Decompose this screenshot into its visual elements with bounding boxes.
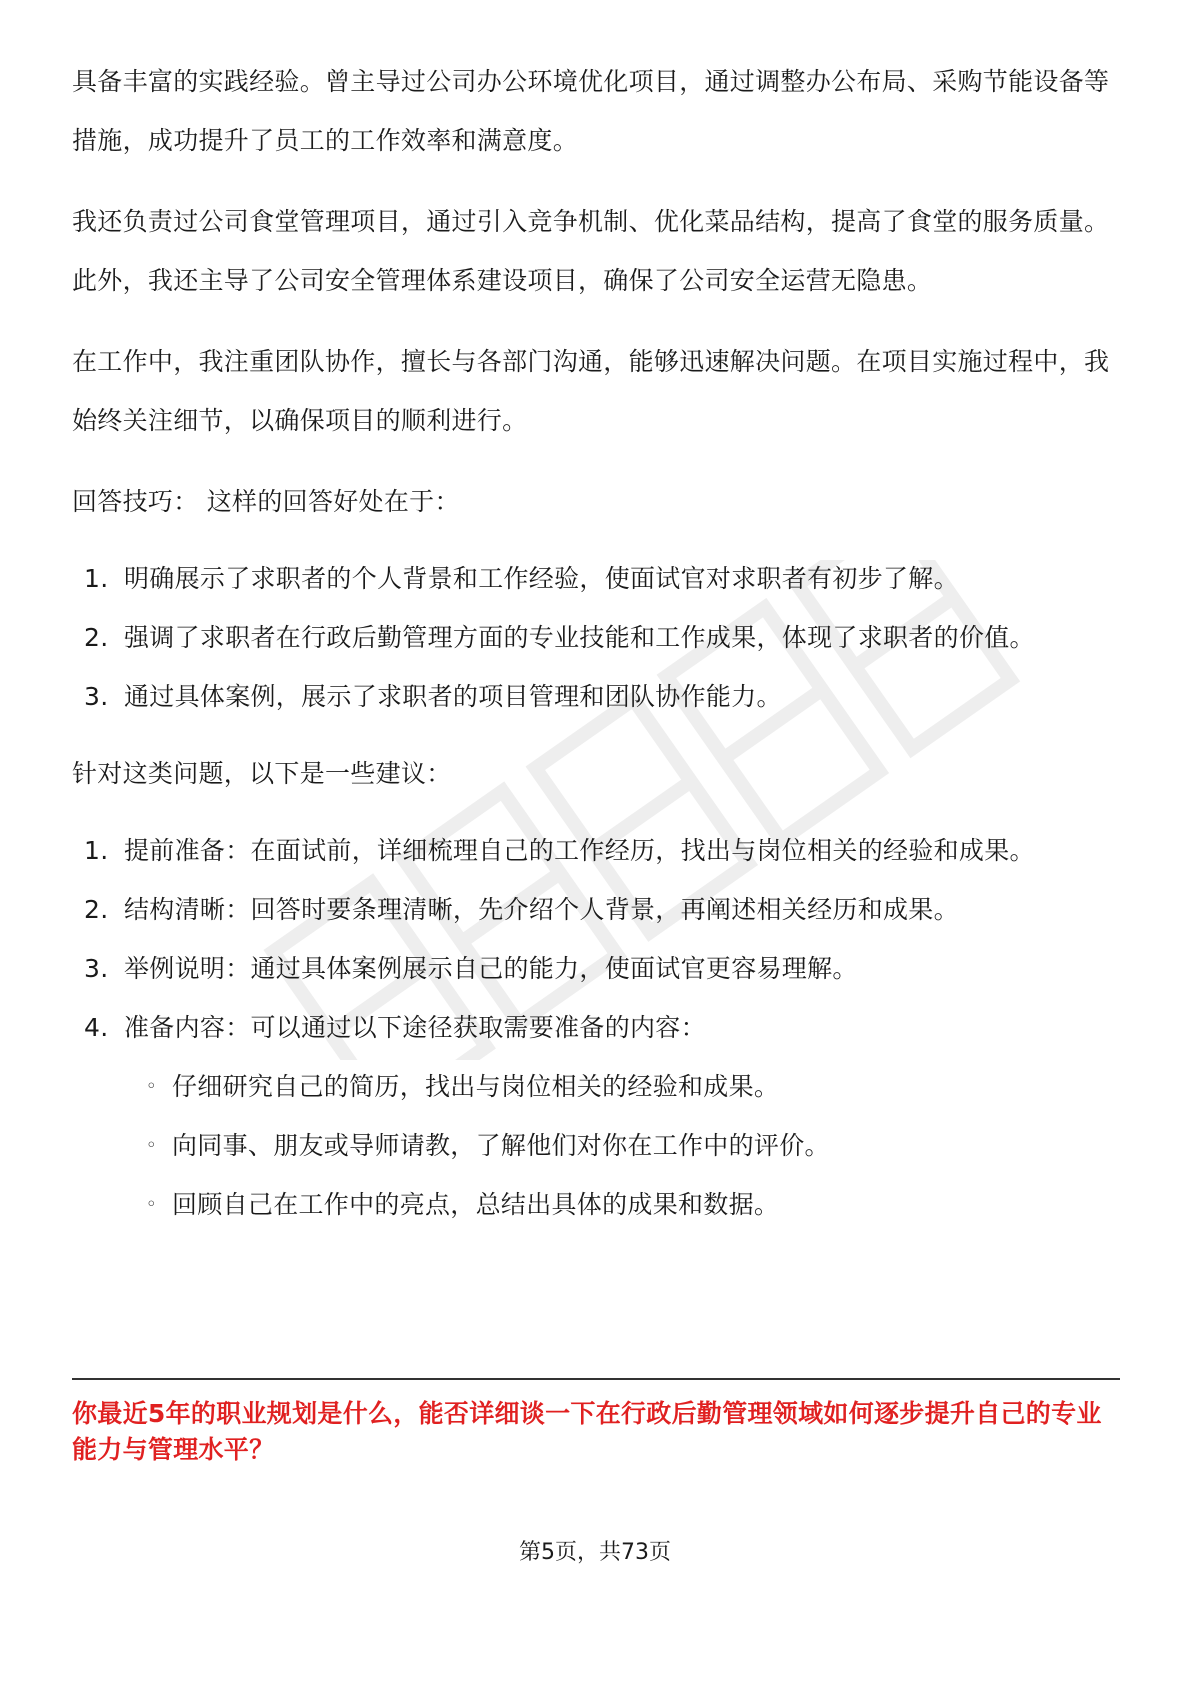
list-item-text: 明确展示了求职者的个人背景和工作经验，使面试官对求职者有初步了解。 (124, 564, 959, 593)
list-item (72, 667, 1120, 726)
advice-list (72, 821, 1120, 1234)
paragraph-experience: 具备丰富的实践经验。曾主导过公司办公环境优化项目，通过调整办公布局、采购节能设备等措施，成功提升了员工的工作效率和满意度。 (72, 67, 1110, 155)
sub-list-item (124, 1057, 1120, 1116)
paragraph-canteen-project: 我还负责过公司食堂管理项目，通过引入竞争机制、优化菜品结构，提高了食堂的服务质量。此外，我还主导了公司安全管理体系建设项目，确保了公司安全运营无隐患。 (72, 207, 1110, 295)
list-number: 4. (84, 1013, 109, 1042)
list-number: 2. (84, 623, 109, 652)
bullet-icon: ◦ (146, 1076, 157, 1097)
list-item-text: 举例说明：通过具体案例展示自己的能力，使面试官更容易理解。 (124, 954, 858, 983)
advice-intro: 针对这类问题，以下是一些建议： (72, 759, 452, 788)
list-item-text: 准备内容：可以通过以下途径获取需要准备的内容： (124, 1013, 706, 1042)
section-divider (72, 1378, 1120, 1380)
main-content (72, 52, 1120, 1252)
list-item-text: 提前准备：在面试前，详细梳理自己的工作经历，找出与岗位相关的经验和成果。 (124, 836, 1035, 865)
sub-list-item-text: 向同事、朋友或导师请教，了解他们对你在工作中的评价。 (172, 1131, 830, 1160)
sub-list-item (124, 1175, 1120, 1234)
list-item (72, 998, 1120, 1234)
list-number: 3. (84, 682, 109, 711)
list-item (72, 821, 1120, 880)
list-item (72, 608, 1120, 667)
list-number: 3. (84, 954, 109, 983)
sub-list (124, 1057, 1120, 1234)
sub-list-item-text: 回顾自己在工作中的亮点，总结出具体的成果和数据。 (172, 1190, 780, 1219)
list-item-text: 强调了求职者在行政后勤管理方面的专业技能和工作成果，体现了求职者的价值。 (124, 623, 1035, 652)
list-item (72, 939, 1120, 998)
page-footer: 第5页，共73页 (519, 1540, 671, 1565)
list-number: 1. (84, 564, 109, 593)
tips-list (72, 549, 1120, 726)
list-number: 1. (84, 836, 109, 865)
bullet-icon: ◦ (146, 1135, 157, 1156)
list-item-text: 结构清晰：回答时要条理清晰，先介绍个人背景，再阐述相关经历和成果。 (124, 895, 959, 924)
next-question-heading: 你最近5年的职业规划是什么，能否详细谈一下在行政后勤管理领域如何逐步提升自己的专业能力与管理水平？ (72, 1399, 1102, 1464)
bullet-icon: ◦ (146, 1194, 157, 1215)
paragraph-teamwork: 在工作中，我注重团队协作，擅长与各部门沟通，能够迅速解决问题。在项目实施过程中，我始终关注细节，以确保项目的顺利进行。 (72, 347, 1110, 435)
sub-list-item-text: 仔细研究自己的简历，找出与岗位相关的经验和成果。 (172, 1072, 780, 1101)
list-item (72, 880, 1120, 939)
list-item-text: 通过具体案例，展示了求职者的项目管理和团队协作能力。 (124, 682, 782, 711)
sub-list-item (124, 1116, 1120, 1175)
tips-intro: 回答技巧： 这样的回答好处在于： (72, 487, 460, 516)
list-number: 2. (84, 895, 109, 924)
list-item (72, 549, 1120, 608)
